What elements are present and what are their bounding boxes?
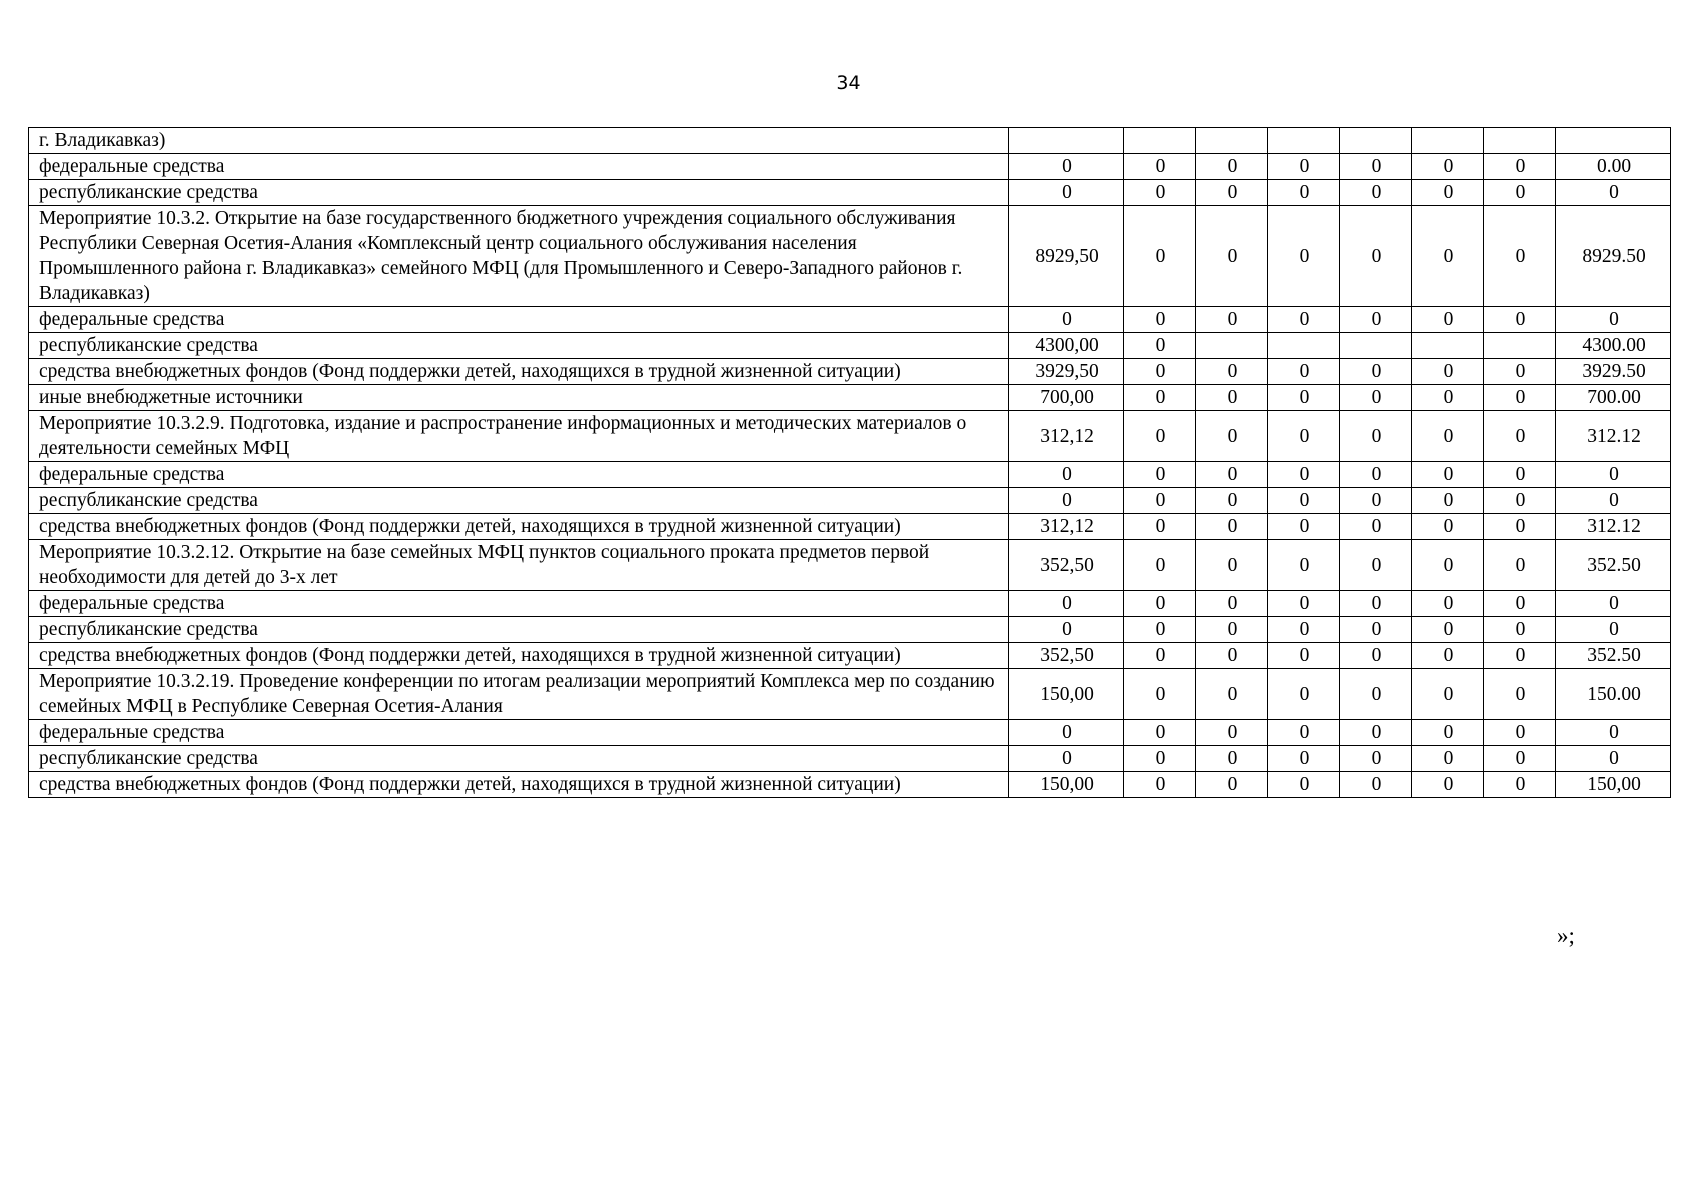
value-cell <box>1340 128 1412 154</box>
value-cell: 0 <box>1124 488 1196 514</box>
total-cell: 0 <box>1556 591 1671 617</box>
value-cell: 0 <box>1196 772 1268 798</box>
value-cell: 0 <box>1412 643 1484 669</box>
value-cell: 0 <box>1340 206 1412 307</box>
value-cell: 0 <box>1009 462 1124 488</box>
table-row <box>29 772 1671 798</box>
closing-quote-mark: »; <box>1557 923 1575 948</box>
value-cell: 0 <box>1268 591 1340 617</box>
value-cell: 0 <box>1124 385 1196 411</box>
table-row <box>29 307 1671 333</box>
row-label: иные внебюджетные источники <box>29 385 1009 411</box>
total-cell: 0.00 <box>1556 154 1671 180</box>
value-cell: 0 <box>1196 206 1268 307</box>
value-cell: 0 <box>1124 359 1196 385</box>
value-cell: 700,00 <box>1009 385 1124 411</box>
table-row <box>29 462 1671 488</box>
total-cell <box>1556 128 1671 154</box>
value-cell: 0 <box>1124 772 1196 798</box>
value-cell: 0 <box>1340 154 1412 180</box>
value-cell: 0 <box>1196 488 1268 514</box>
page-number: 34 <box>836 72 861 94</box>
value-cell: 0 <box>1124 411 1196 462</box>
value-cell: 8929,50 <box>1009 206 1124 307</box>
value-cell <box>1124 128 1196 154</box>
total-cell: 150,00 <box>1556 772 1671 798</box>
value-cell: 0 <box>1484 385 1556 411</box>
value-cell: 0 <box>1412 746 1484 772</box>
value-cell: 0 <box>1196 154 1268 180</box>
value-cell: 0 <box>1340 514 1412 540</box>
row-label: республиканские средства <box>29 180 1009 206</box>
row-label: средства внебюджетных фондов (Фонд поддержки детей, находящихся в трудной жизненной ситуации) <box>29 643 1009 669</box>
table-row <box>29 411 1671 462</box>
value-cell: 352,50 <box>1009 643 1124 669</box>
row-label: федеральные средства <box>29 462 1009 488</box>
table-row <box>29 154 1671 180</box>
value-cell: 0 <box>1484 488 1556 514</box>
total-cell: 150.00 <box>1556 669 1671 720</box>
value-cell: 0 <box>1412 307 1484 333</box>
table-row <box>29 540 1671 591</box>
value-cell <box>1268 333 1340 359</box>
table-row <box>29 746 1671 772</box>
value-cell: 0 <box>1412 385 1484 411</box>
total-cell: 0 <box>1556 746 1671 772</box>
value-cell: 0 <box>1340 643 1412 669</box>
table-row <box>29 617 1671 643</box>
value-cell: 0 <box>1268 669 1340 720</box>
value-cell: 0 <box>1124 180 1196 206</box>
value-cell: 0 <box>1412 154 1484 180</box>
table-row <box>29 720 1671 746</box>
total-cell: 0 <box>1556 488 1671 514</box>
value-cell: 0 <box>1412 488 1484 514</box>
total-cell: 312.12 <box>1556 411 1671 462</box>
value-cell <box>1412 128 1484 154</box>
value-cell: 0 <box>1412 411 1484 462</box>
funding-table <box>28 127 1671 798</box>
value-cell: 0 <box>1412 206 1484 307</box>
value-cell: 0 <box>1484 206 1556 307</box>
value-cell: 0 <box>1196 462 1268 488</box>
row-label: республиканские средства <box>29 617 1009 643</box>
row-label: федеральные средства <box>29 720 1009 746</box>
total-cell: 700.00 <box>1556 385 1671 411</box>
total-cell: 4300.00 <box>1556 333 1671 359</box>
value-cell: 0 <box>1412 591 1484 617</box>
value-cell: 0 <box>1196 180 1268 206</box>
table-row <box>29 180 1671 206</box>
value-cell: 0 <box>1124 720 1196 746</box>
value-cell: 0 <box>1009 154 1124 180</box>
value-cell: 150,00 <box>1009 772 1124 798</box>
row-label: республиканские средства <box>29 488 1009 514</box>
value-cell: 0 <box>1268 488 1340 514</box>
table-row <box>29 591 1671 617</box>
value-cell: 0 <box>1124 333 1196 359</box>
table-row <box>29 333 1671 359</box>
row-label: средства внебюджетных фондов (Фонд поддержки детей, находящихся в трудной жизненной ситуации) <box>29 514 1009 540</box>
value-cell: 0 <box>1484 307 1556 333</box>
row-label: республиканские средства <box>29 333 1009 359</box>
value-cell <box>1412 333 1484 359</box>
row-label: Мероприятие 10.3.2.12. Открытие на базе семейных МФЦ пунктов социального проката предметов первой необходимости для детей до 3-х лет <box>29 540 1009 591</box>
row-label: Мероприятие 10.3.2. Открытие на базе государственного бюджетного учреждения социального обслуживания Республики Северная Осетия-Алания «Комплексный центр социального обслуживания населения Промышленного района г. Владикавказ» семейного МФЦ (для Промышленного и Северо-Западного районов г. Владикавказ) <box>29 206 1009 307</box>
value-cell: 0 <box>1268 206 1340 307</box>
value-cell: 0 <box>1268 462 1340 488</box>
value-cell: 352,50 <box>1009 540 1124 591</box>
total-cell: 312.12 <box>1556 514 1671 540</box>
value-cell: 0 <box>1484 180 1556 206</box>
value-cell: 0 <box>1124 514 1196 540</box>
value-cell: 3929,50 <box>1009 359 1124 385</box>
value-cell: 0 <box>1124 643 1196 669</box>
value-cell <box>1196 128 1268 154</box>
table-row <box>29 643 1671 669</box>
value-cell: 0 <box>1412 180 1484 206</box>
value-cell: 0 <box>1340 746 1412 772</box>
value-cell: 0 <box>1268 180 1340 206</box>
value-cell: 0 <box>1124 540 1196 591</box>
value-cell: 0 <box>1340 385 1412 411</box>
value-cell: 0 <box>1412 462 1484 488</box>
value-cell: 0 <box>1268 643 1340 669</box>
value-cell: 0 <box>1340 669 1412 720</box>
value-cell: 0 <box>1484 591 1556 617</box>
table-row <box>29 488 1671 514</box>
value-cell: 0 <box>1268 720 1340 746</box>
value-cell: 0 <box>1196 359 1268 385</box>
value-cell: 0 <box>1484 772 1556 798</box>
value-cell: 0 <box>1340 540 1412 591</box>
value-cell: 0 <box>1009 488 1124 514</box>
value-cell: 0 <box>1412 514 1484 540</box>
total-cell: 352.50 <box>1556 643 1671 669</box>
value-cell: 0 <box>1124 617 1196 643</box>
value-cell <box>1268 128 1340 154</box>
value-cell: 0 <box>1412 772 1484 798</box>
value-cell: 0 <box>1268 411 1340 462</box>
table-row <box>29 359 1671 385</box>
value-cell: 312,12 <box>1009 411 1124 462</box>
value-cell: 0 <box>1484 411 1556 462</box>
value-cell: 0 <box>1484 462 1556 488</box>
value-cell: 0 <box>1340 462 1412 488</box>
value-cell: 0 <box>1340 488 1412 514</box>
total-cell: 0 <box>1556 180 1671 206</box>
value-cell: 0 <box>1268 540 1340 591</box>
value-cell: 0 <box>1196 720 1268 746</box>
row-label: г. Владикавказ) <box>29 128 1009 154</box>
table-row <box>29 206 1671 307</box>
total-cell: 352.50 <box>1556 540 1671 591</box>
value-cell: 0 <box>1340 720 1412 746</box>
value-cell: 0 <box>1268 359 1340 385</box>
value-cell: 0 <box>1484 669 1556 720</box>
value-cell: 0 <box>1196 411 1268 462</box>
value-cell: 0 <box>1009 591 1124 617</box>
value-cell: 0 <box>1484 514 1556 540</box>
table-row <box>29 128 1671 154</box>
value-cell: 0 <box>1484 359 1556 385</box>
total-cell: 0 <box>1556 307 1671 333</box>
value-cell <box>1196 333 1268 359</box>
value-cell <box>1484 333 1556 359</box>
total-cell: 3929.50 <box>1556 359 1671 385</box>
value-cell: 0 <box>1196 643 1268 669</box>
value-cell: 0 <box>1484 746 1556 772</box>
value-cell: 4300,00 <box>1009 333 1124 359</box>
value-cell: 0 <box>1196 307 1268 333</box>
value-cell: 0 <box>1412 669 1484 720</box>
value-cell: 0 <box>1124 462 1196 488</box>
value-cell: 0 <box>1340 359 1412 385</box>
row-label: федеральные средства <box>29 591 1009 617</box>
table-body <box>29 128 1671 798</box>
value-cell: 0 <box>1340 180 1412 206</box>
value-cell: 0 <box>1340 772 1412 798</box>
table-row <box>29 669 1671 720</box>
value-cell: 0 <box>1009 746 1124 772</box>
value-cell: 0 <box>1412 359 1484 385</box>
value-cell: 0 <box>1340 617 1412 643</box>
value-cell: 0 <box>1196 617 1268 643</box>
value-cell: 0 <box>1009 617 1124 643</box>
value-cell <box>1009 128 1124 154</box>
total-cell: 0 <box>1556 617 1671 643</box>
value-cell: 0 <box>1124 746 1196 772</box>
value-cell: 0 <box>1484 540 1556 591</box>
value-cell: 0 <box>1412 540 1484 591</box>
table-row <box>29 385 1671 411</box>
value-cell: 150,00 <box>1009 669 1124 720</box>
value-cell: 0 <box>1196 385 1268 411</box>
value-cell: 0 <box>1268 385 1340 411</box>
value-cell: 0 <box>1412 720 1484 746</box>
total-cell: 0 <box>1556 720 1671 746</box>
value-cell: 0 <box>1484 720 1556 746</box>
value-cell: 0 <box>1009 720 1124 746</box>
row-label: Мероприятие 10.3.2.19. Проведение конференции по итогам реализации мероприятий Комплекса мер по созданию семейных МФЦ в Республике Северная Осетия-Алания <box>29 669 1009 720</box>
value-cell: 0 <box>1484 617 1556 643</box>
value-cell: 0 <box>1196 540 1268 591</box>
value-cell <box>1484 128 1556 154</box>
total-cell: 0 <box>1556 462 1671 488</box>
value-cell: 0 <box>1268 746 1340 772</box>
row-label: федеральные средства <box>29 154 1009 180</box>
value-cell: 0 <box>1340 591 1412 617</box>
value-cell: 0 <box>1009 307 1124 333</box>
value-cell: 312,12 <box>1009 514 1124 540</box>
value-cell: 0 <box>1124 154 1196 180</box>
value-cell: 0 <box>1340 307 1412 333</box>
row-label: федеральные средства <box>29 307 1009 333</box>
value-cell: 0 <box>1124 206 1196 307</box>
row-label: средства внебюджетных фондов (Фонд поддержки детей, находящихся в трудной жизненной ситуации) <box>29 359 1009 385</box>
value-cell: 0 <box>1268 514 1340 540</box>
value-cell: 0 <box>1009 180 1124 206</box>
value-cell: 0 <box>1268 617 1340 643</box>
total-cell: 8929.50 <box>1556 206 1671 307</box>
value-cell: 0 <box>1268 154 1340 180</box>
value-cell: 0 <box>1484 154 1556 180</box>
value-cell: 0 <box>1196 746 1268 772</box>
value-cell: 0 <box>1412 617 1484 643</box>
value-cell: 0 <box>1484 643 1556 669</box>
value-cell: 0 <box>1124 669 1196 720</box>
row-label: средства внебюджетных фондов (Фонд поддержки детей, находящихся в трудной жизненной ситуации) <box>29 772 1009 798</box>
value-cell: 0 <box>1196 591 1268 617</box>
row-label: Мероприятие 10.3.2.9. Подготовка, издание и распространение информационных и методических материалов о деятельности семейных МФЦ <box>29 411 1009 462</box>
value-cell: 0 <box>1196 669 1268 720</box>
value-cell <box>1340 333 1412 359</box>
value-cell: 0 <box>1268 772 1340 798</box>
value-cell: 0 <box>1124 307 1196 333</box>
table-row <box>29 514 1671 540</box>
value-cell: 0 <box>1124 591 1196 617</box>
value-cell: 0 <box>1268 307 1340 333</box>
value-cell: 0 <box>1196 514 1268 540</box>
row-label: республиканские средства <box>29 746 1009 772</box>
value-cell: 0 <box>1340 411 1412 462</box>
